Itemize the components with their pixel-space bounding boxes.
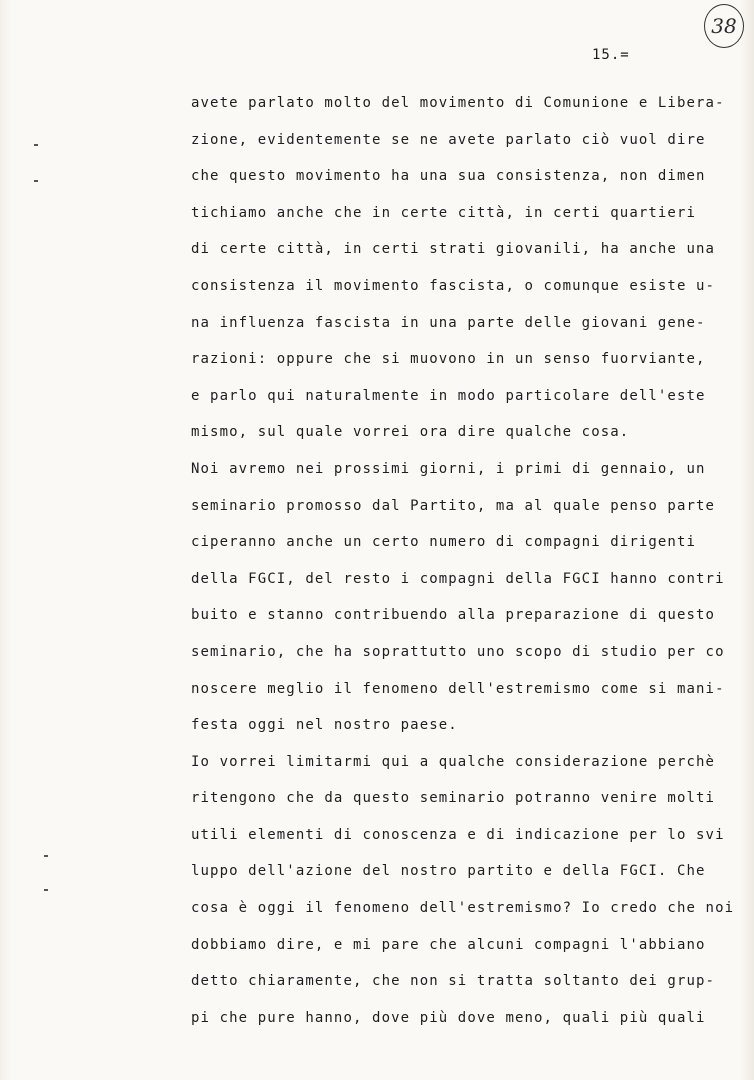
text-line: buito e stanno contribuendo alla preparazione di questo [191, 607, 716, 624]
margin-mark [34, 144, 38, 146]
text-line: e parlo qui naturalmente in modo particolare dell'este [191, 387, 706, 404]
text-line: luppo dell'azione del nostro partito e della FGCI. Che [191, 863, 706, 880]
text-line: noscere meglio il fenomeno dell'estremismo come si mani- [191, 680, 725, 697]
text-line: detto chiaramente, che non si tratta soltanto dei grup- [191, 973, 716, 990]
text-line: cosa è oggi il fenomeno dell'estremismo? Io credo che noi [191, 900, 735, 917]
text-line: di certe città, in certi strati giovanili, ha anche una [191, 241, 716, 258]
text-line: zione, evidentemente se ne avete parlato ciò vuol dire [191, 131, 706, 148]
text-line: seminario, che ha soprattutto uno scopo di studio per co [191, 643, 725, 660]
text-line: razioni: oppure che si muovono in un senso fuorviante, [191, 351, 706, 368]
text-line: festa oggi nel nostro paese. [191, 717, 458, 734]
text-line: Io vorrei limitarmi qui a qualche considerazione perchè [191, 753, 716, 770]
margin-mark [44, 889, 48, 891]
text-line: dobbiamo dire, e mi pare che alcuni compagni l'abbiano [191, 936, 706, 953]
typed-body-text [191, 90, 735, 1041]
margin-mark [44, 855, 48, 857]
text-line: na influenza fascista in una parte delle giovani gene- [191, 314, 706, 331]
margin-mark [34, 180, 38, 182]
text-line: consistenza il movimento fascista, o comunque esiste u- [191, 277, 716, 294]
text-line: mismo, sul quale vorrei ora dire qualche cosa. [191, 424, 630, 441]
text-line: Noi avremo nei prossimi giorni, i primi di gennaio, un [191, 460, 706, 477]
text-line: avete parlato molto del movimento di Comunione e Libera- [191, 95, 725, 111]
text-line: ritengono che da questo seminario potranno venire molti [191, 790, 716, 807]
text-line: della FGCI, del resto i compagni della FGCI hanno contri [191, 570, 725, 587]
text-line: seminario promosso dal Partito, ma al quale penso parte [191, 497, 716, 514]
text-line: che questo movimento ha una sua consistenza, non dimen [191, 168, 706, 185]
text-line: tichiamo anche che in certe città, in certi quartieri [191, 204, 697, 221]
page-number: 15.= [592, 47, 630, 63]
text-line: ciperanno anche un certo numero di compagni dirigenti [191, 534, 697, 551]
text-line: pi che pure hanno, dove più dove meno, quali più quali [191, 1009, 706, 1026]
archive-number-stamp: 38 [704, 4, 744, 48]
text-line: utili elementi di conoscenza e di indicazione per lo svi [191, 826, 725, 843]
